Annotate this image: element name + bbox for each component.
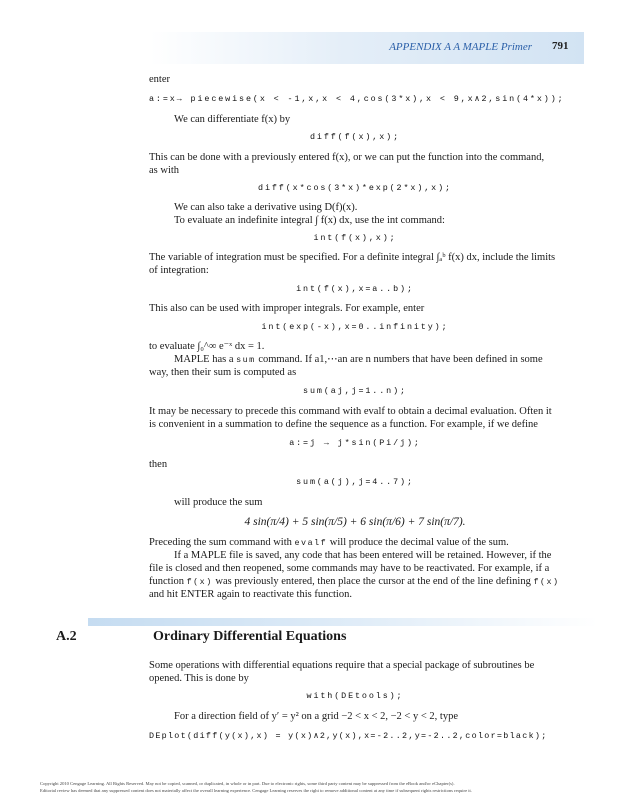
fx-command-1: f(x) <box>186 577 213 587</box>
body-text-definite-2: of integration: <box>149 265 209 276</box>
code-with-detools: with(DEtools); <box>306 691 404 701</box>
section-number: A.2 <box>56 629 77 644</box>
code-piecewise: a:=x→ piecewise(x < -1,x,x < 4,cos(3*x),x < 9,x∧2,sin(4*x)); <box>149 94 565 104</box>
body-text-derivative: We can also take a derivative using D(f)(x). <box>174 202 358 213</box>
body-text-diff-intro: We can differentiate f(x) by <box>174 114 291 125</box>
code-sum-sequence: sum(a(j),j=4..7); <box>296 477 414 487</box>
body-text-evalf-2: is convenient in a summation to define the sequence as a function. For example, if we define <box>149 419 538 430</box>
body-text-entered-1: This can be done with a previously entered f(x), or we can put the function into the command, <box>149 152 545 163</box>
sum-command: sum <box>236 355 256 365</box>
section-title: Ordinary Differential Equations <box>153 629 347 644</box>
code-sum: sum(aj,j=1..n); <box>303 386 407 396</box>
math-sum-result: 4 sin(π/4) + 5 sin(π/5) + 6 sin(π/6) + 7 sin(π/7). <box>244 516 466 528</box>
precede-b: will produce the decimal value of the sum. <box>329 537 509 548</box>
body-text-produce: will produce the sum <box>174 497 263 508</box>
body-text-sum-intro <box>174 353 543 367</box>
section-direction-field: For a direction field of y′ = y² on a grid −2 < x < 2, −2 < y < 2, type <box>174 711 458 722</box>
body-text-entered-2: as with <box>149 165 180 176</box>
body-text-saved-2: file is closed and then reopened, some commands may have to be reactivated. For example, if a <box>149 563 550 574</box>
body-text-definite-1: The variable of integration must be specified. For a definite integral ∫ₐᵇ f(x) dx, include the limits <box>149 252 556 263</box>
section-band <box>88 618 598 626</box>
code-diff-example: diff(x*cos(3*x)*exp(2*x),x); <box>258 183 452 193</box>
body-text-saved-4: and hit ENTER again to reactivate this function. <box>149 589 352 600</box>
saved-3a: function <box>149 576 184 587</box>
body-text-saved-1: If a MAPLE file is saved, any code that has been entered will be retained. However, if the <box>174 550 552 561</box>
saved-3b: was previously entered, then place the cursor at the end of the line defining <box>215 576 531 587</box>
code-diff: diff(f(x),x); <box>309 132 401 142</box>
page-number: 791 <box>552 40 569 52</box>
code-deplot: DEplot(diff(y(x),x) = y(x)∧2,y(x),x=-2..2,y=-2..2,color=black); <box>149 731 548 741</box>
body-text-then: then <box>149 459 168 470</box>
section-intro-2: opened. This is done by <box>149 673 249 684</box>
running-header-title: APPENDIX A A MAPLE Primer <box>389 41 532 53</box>
body-text-precede <box>149 536 509 550</box>
sum-intro-b: command. If a1,⋯an are n numbers that have been defined in some <box>258 354 543 365</box>
body-text-enter: enter <box>149 74 170 85</box>
body-text-indefinite: To evaluate an indefinite integral ∫ f(x) dx, use the int command: <box>174 215 445 226</box>
section-intro-1: Some operations with differential equations require that a special package of subroutines be <box>149 660 535 671</box>
evalf-command: evalf <box>294 538 328 548</box>
code-int-infinity: int(exp(-x),x=0..infinity); <box>261 322 449 332</box>
code-define-sequence: a:=j → j*sin(Pi/j); <box>289 438 421 448</box>
body-text-improper: This also can be used with improper integrals. For example, enter <box>149 303 425 314</box>
fx-command-2: f(x) <box>533 577 560 587</box>
precede-a: Preceding the sum command with <box>149 537 292 548</box>
sum-intro-a: MAPLE has a <box>174 354 234 365</box>
body-text-evaluate: to evaluate ∫₀^∞ e⁻ˣ dx = 1. <box>149 341 265 352</box>
code-int: int(f(x),x); <box>313 233 397 243</box>
body-text-sum-2: way, then their sum is computed as <box>149 367 297 378</box>
footer-copyright-2: Editorial review has deemed that any suppressed content does not materially affect the overall learning experience. Cengage Learning reserves the right to remove additional content at any time if subsequent rights restrictions require it. <box>40 788 472 793</box>
body-text-evalf-1: It may be necessary to precede this command with evalf to obtain a decimal evaluation. Often it <box>149 406 552 417</box>
body-text-saved-3 <box>149 575 560 589</box>
footer-copyright-1: Copyright 2010 Cengage Learning. All Rights Reserved. May not be copied, scanned, or duplicated, in whole or in part. Due to electronic rights, some third party content may be suppressed from the eBook and/or eChapter(s). <box>40 781 455 786</box>
code-int-limits: int(f(x),x=a..b); <box>296 284 414 294</box>
